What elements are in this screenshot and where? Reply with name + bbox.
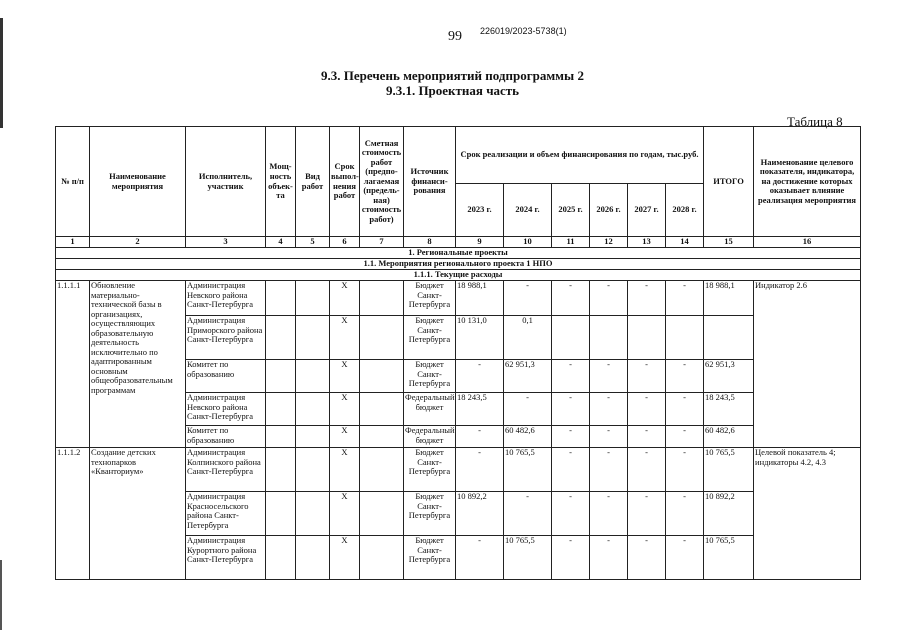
executor-cell: Комитет по образованию [186,360,266,393]
value-cell: - [590,492,628,536]
source-cell: Федеральный бюджет [404,426,456,448]
column-number: 8 [404,237,456,248]
header-executor: Исполнитель, участник [186,127,266,237]
value-cell: - [504,281,552,316]
value-cell: - [590,448,628,492]
header-capacity: Мощ-ность объек-та [266,127,296,237]
executor-cell: Администрация Курортного района Санкт-Петербурга [186,536,266,580]
executor-cell: Администрация Невского района Санкт-Петербурга [186,393,266,426]
value-cell [552,316,590,360]
value-cell: - [628,281,666,316]
executor-cell: Администрация Красносельского района Санкт-Петербурга [186,492,266,536]
indicator-cell: Целевой показатель 4; индикаторы 4.2, 4.3 [754,448,861,580]
value-cell: - [590,426,628,448]
section-title: 9.3. Перечень мероприятий подпрограммы 2 [321,68,584,83]
header-term: Срок выпол-нения работ [330,127,360,237]
value-cell: - [628,448,666,492]
measure-name: Обновление материально-технической базы в организациях, осуществляющих образовательную деятельность исключительно по адаптированным основным общеобразовательным программам [90,281,186,448]
source-cell: Бюджет Санкт-Петербурга [404,281,456,316]
header-num: № п/п [56,127,90,237]
term-cell: X [330,448,360,492]
table-label: Таблица 8 [787,114,843,129]
value-cell: - [590,393,628,426]
value-cell: - [666,360,704,393]
column-number: 15 [704,237,754,248]
total-cell: 10 765,5 [704,448,754,492]
value-cell: 18 988,1 [456,281,504,316]
executor-cell: Администрация Приморского района Санкт-Петербурга [186,316,266,360]
header-period: Срок реализации и объем финансирования по годам, тыс.руб. [456,127,704,184]
term-cell: X [330,316,360,360]
page-number: 99 [448,29,462,44]
header-name: Наименование мероприятия [90,127,186,237]
value-cell: - [666,536,704,580]
subsection-title: 9.3.1. Проектная часть [385,83,520,98]
column-number: 4 [266,237,296,248]
source-cell: Бюджет Санкт-Петербурга [404,360,456,393]
column-number: 13 [628,237,666,248]
value-cell: - [666,426,704,448]
header-source: Источник финанси-рования [404,127,456,237]
column-number: 12 [590,237,628,248]
total-cell [704,316,754,360]
column-number: 3 [186,237,266,248]
total-cell: 10 892,2 [704,492,754,536]
measure-number: 1.1.1.2 [56,448,90,580]
header-year: 2023 г. [456,184,504,237]
value-cell: - [552,536,590,580]
value-cell [666,316,704,360]
section-heading: 1.1. Мероприятия регионального проекта 1 НПО [56,259,861,270]
value-cell: 18 243,5 [456,393,504,426]
value-cell: - [456,536,504,580]
total-cell: 60 482,6 [704,426,754,448]
measure-name: Создание детских технопарков «Кванториум» [90,448,186,580]
column-number: 14 [666,237,704,248]
value-cell: - [666,492,704,536]
value-cell: - [666,393,704,426]
header-indicator: Наименование целевого показателя, индикатора, на достижение которых оказывает влияние реализация мероприятия [754,127,861,237]
value-cell: - [552,281,590,316]
value-cell: - [628,360,666,393]
header-work-type: Вид работ [296,127,330,237]
value-cell: - [504,492,552,536]
header-estimate: Сметная стоимость работ (предпо-лагаемая (предель-ная) стоимость работ) [360,127,404,237]
registration-code: 226019/2023-5738(1) [480,26,567,36]
indicator-cell: Индикатор 2.6 [754,281,861,448]
value-cell [590,316,628,360]
value-cell: - [456,360,504,393]
value-cell: - [666,448,704,492]
column-number: 10 [504,237,552,248]
column-number: 5 [296,237,330,248]
value-cell: - [666,281,704,316]
header-year: 2028 г. [666,184,704,237]
header-total: ИТОГО [704,127,754,237]
value-cell: - [628,393,666,426]
header-year: 2027 г. [628,184,666,237]
scan-edge-mark [0,560,2,630]
value-cell: 0,1 [504,316,552,360]
measure-number: 1.1.1.1 [56,281,90,448]
column-numbers-row [56,237,861,248]
term-cell: X [330,281,360,316]
value-cell: - [590,281,628,316]
value-cell: - [552,360,590,393]
executor-cell: Администрация Невского района Санкт-Петербурга [186,281,266,316]
column-number: 2 [90,237,186,248]
value-cell: - [504,393,552,426]
column-number: 6 [330,237,360,248]
term-cell: X [330,360,360,393]
source-cell: Бюджет Санкт-Петербурга [404,492,456,536]
column-number: 1 [56,237,90,248]
value-cell: - [590,360,628,393]
executor-cell: Администрация Колпинского района Санкт-Петербурга [186,448,266,492]
source-cell: Бюджет Санкт-Петербурга [404,448,456,492]
header-year: 2025 г. [552,184,590,237]
source-cell: Бюджет Санкт-Петербурга [404,316,456,360]
value-cell: - [552,426,590,448]
column-number: 9 [456,237,504,248]
table-row [56,281,861,316]
value-cell: 10 892,2 [456,492,504,536]
value-cell: 10 131,0 [456,316,504,360]
column-number: 7 [360,237,404,248]
header-year: 2026 г. [590,184,628,237]
table-row [56,448,861,492]
source-cell: Бюджет Санкт-Петербурга [404,536,456,580]
value-cell: - [628,536,666,580]
value-cell: - [552,393,590,426]
section-heading: 1. Региональные проекты [56,248,861,259]
value-cell: 62 951,3 [504,360,552,393]
header-year: 2024 г. [504,184,552,237]
value-cell: - [456,426,504,448]
value-cell: 10 765,5 [504,536,552,580]
value-cell: - [552,492,590,536]
total-cell: 62 951,3 [704,360,754,393]
total-cell: 18 243,5 [704,393,754,426]
column-number: 16 [754,237,861,248]
term-cell: X [330,393,360,426]
value-cell: - [590,536,628,580]
term-cell: X [330,492,360,536]
executor-cell: Комитет по образованию [186,426,266,448]
total-cell: 18 988,1 [704,281,754,316]
section-heading: 1.1.1. Текущие расходы [56,270,861,281]
total-cell: 10 765,5 [704,536,754,580]
term-cell: X [330,536,360,580]
value-cell: 60 482,6 [504,426,552,448]
value-cell: - [628,492,666,536]
measures-table [55,126,861,580]
value-cell: 10 765,5 [504,448,552,492]
column-number: 11 [552,237,590,248]
source-cell: Федеральный бюджет [404,393,456,426]
term-cell: X [330,426,360,448]
value-cell: - [552,448,590,492]
value-cell [628,316,666,360]
value-cell: - [628,426,666,448]
value-cell: - [456,448,504,492]
